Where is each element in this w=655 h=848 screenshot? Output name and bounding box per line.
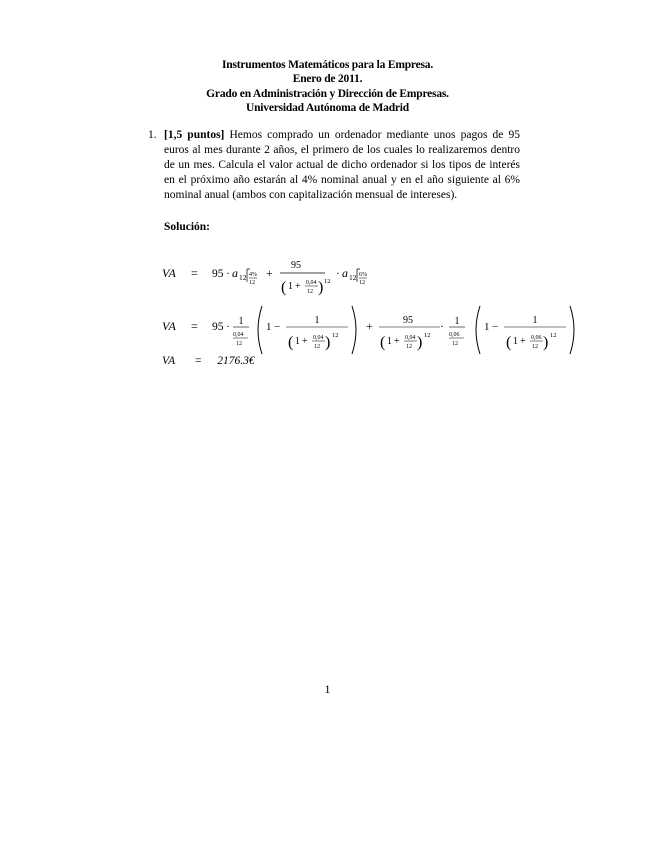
eq1-annuity-n: 12 (239, 273, 247, 282)
eq1-one: 1 (288, 281, 293, 292)
eq2-payment-b: 95 (403, 315, 413, 326)
svg-text:a: a (232, 266, 238, 280)
eq2-plus-b: + (366, 319, 373, 333)
eq2-one-c: 1 (314, 315, 320, 326)
eq1-plus: + (266, 266, 273, 280)
problem-text: Hemos comprado un ordenador mediante unos pagos de 95 euros al mes durante 2 años, el primero de los cuales lo realizaremos dentro de un mes. Calcula el valor actual de dicho ordenador si los tipos de interés en el próximo año estarán al 4% nominal anual y en el año siguiente al 6% nominal anual (ambos con capitalización mensual de intereses). (164, 129, 520, 201)
header-university: Universidad Autónoma de Madrid (245, 101, 409, 114)
eq3-equals: = (194, 355, 202, 367)
eq1-rate-den: 12 (307, 289, 313, 295)
eq2-one-i: 1 (513, 336, 518, 347)
eq2-lhs: VA (162, 319, 176, 333)
svg-text:(: ( (380, 334, 386, 351)
eq1-cdot: · (226, 268, 230, 280)
eq2-rate2-den-b: 12 (532, 344, 538, 350)
eq3-lhs: VA (162, 355, 176, 367)
eq1-cdot2: · (336, 268, 340, 280)
header-degree: Grado en Administración y Dirección de Empresas. (206, 87, 449, 100)
svg-text:): ) (325, 334, 331, 351)
eq2-one-g: 1 (484, 321, 490, 333)
eq2-equals: = (191, 319, 198, 333)
eq2-one-a: 1 (238, 316, 244, 327)
problem-number: 1. (148, 129, 157, 141)
eq1-annuity-den: 12 (249, 280, 255, 286)
eq1-lhs: VA (162, 266, 176, 280)
eq2-rate2-dec-b: 0,06 (531, 335, 542, 341)
eq2-one-f: 1 (454, 316, 460, 327)
eq1-rate-dec: 0,04 (306, 280, 317, 286)
eq1-payment: 95 (212, 268, 224, 280)
svg-text:): ) (417, 334, 423, 351)
svg-text:): ) (318, 279, 324, 296)
eq2-cdot: · (226, 321, 230, 333)
equation-line-3 (162, 355, 255, 367)
header-date: Enero de 2011. (292, 73, 363, 86)
svg-text:(: ( (288, 334, 294, 351)
eq1-exp: 12 (324, 278, 331, 285)
eq2-one-b: 1 (266, 321, 272, 333)
eq1-annuity2-den: 12 (359, 280, 365, 286)
eq2-minus-b: − (492, 321, 499, 333)
eq1-annuity2-n: 12 (349, 273, 357, 282)
eq1-inner-plus: + (295, 281, 301, 292)
eq3-result: 2176.3€ (217, 355, 255, 367)
eq2-exp-a: 12 (332, 332, 339, 339)
eq2-rate1-den-c: 12 (406, 344, 412, 350)
eq2-plus-c: + (394, 336, 400, 347)
eq2-rate2-dec-a: 0,06 (449, 332, 460, 338)
page-number: 1 (324, 682, 331, 696)
eq2-rate1-den-a: 12 (236, 341, 242, 347)
equation-line-2 (162, 303, 582, 359)
eq2-exp-b: 12 (424, 332, 431, 339)
eq2-rate1-den-b: 12 (314, 344, 320, 350)
eq1-annuity2-rate: 6% (359, 272, 367, 278)
eq2-plus-a: + (302, 336, 308, 347)
eq2-one-d: 1 (295, 336, 300, 347)
svg-text:(: ( (281, 279, 287, 296)
header-course-title: Instrumentos Matemáticos para la Empresa. (221, 59, 434, 71)
eq2-rate1-dec-a: 0,04 (233, 332, 244, 338)
eq2-exp-c: 12 (550, 332, 557, 339)
problem-statement (164, 128, 520, 203)
eq2-rate1-dec-b: 0,04 (313, 335, 324, 341)
eq2-minus-a: − (274, 321, 281, 333)
eq2-rate1-dec-c: 0,04 (405, 335, 416, 341)
eq1-frac-num: 95 (291, 260, 301, 271)
equation-line-1 (162, 255, 402, 305)
eq2-cdot2: · (440, 321, 444, 333)
solution-label: Solución: (164, 221, 211, 233)
eq2-one-e: 1 (387, 336, 392, 347)
problem-points: [1,5 puntos] (164, 129, 225, 141)
eq2-rate2-den-a: 12 (452, 341, 458, 347)
eq2-one-h: 1 (532, 315, 538, 326)
svg-text:a: a (342, 266, 348, 280)
svg-text:(: ( (506, 334, 512, 351)
eq1-equals: = (191, 266, 198, 280)
eq2-plus-d: + (520, 336, 526, 347)
eq1-annuity-rate: 4% (249, 272, 257, 278)
document-header (0, 58, 655, 115)
svg-text:): ) (543, 334, 549, 351)
eq2-payment: 95 (212, 321, 224, 333)
